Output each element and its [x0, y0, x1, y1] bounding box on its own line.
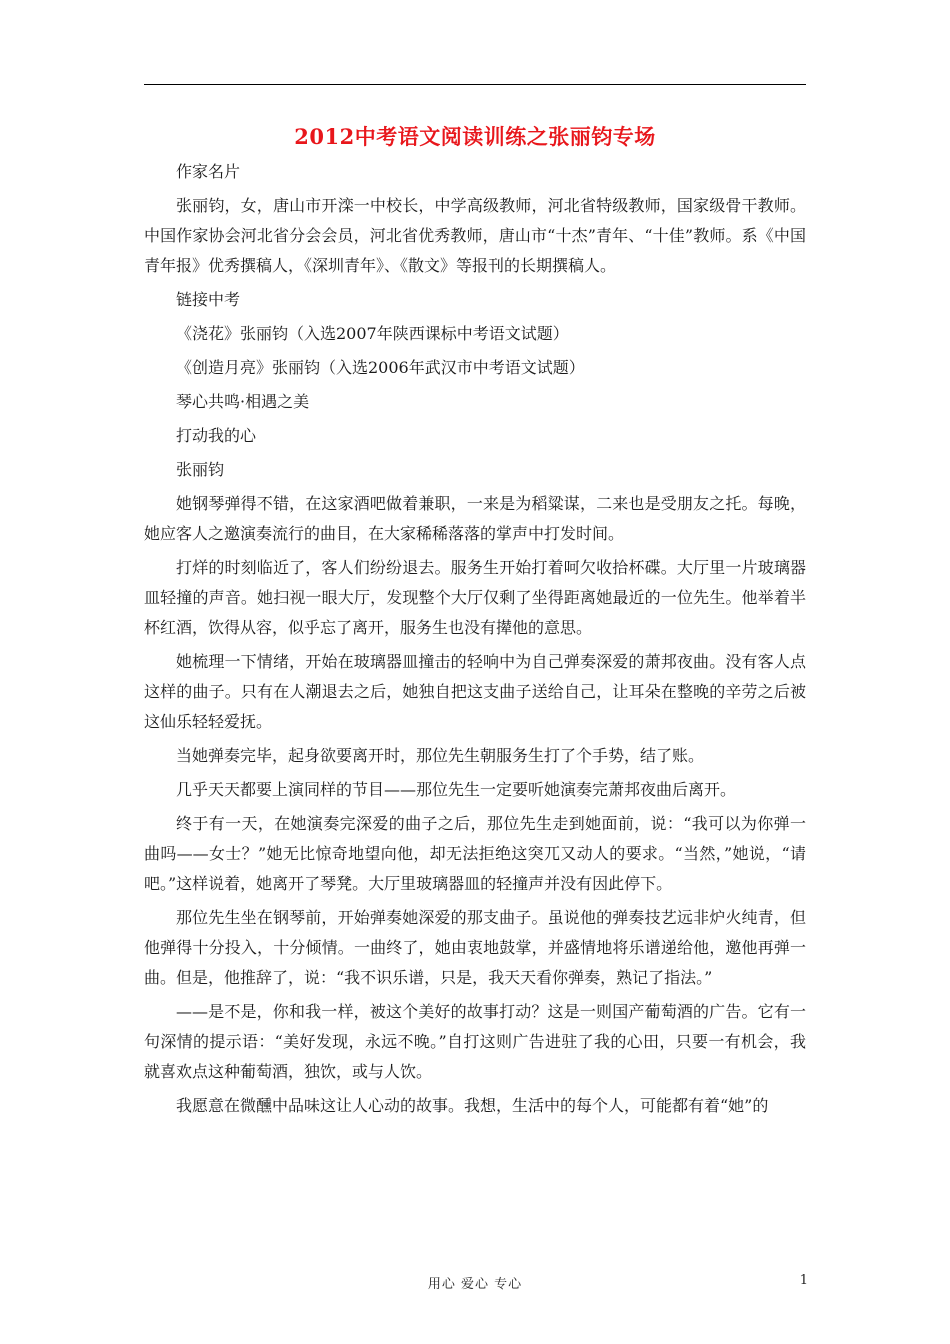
paragraph: 几乎天天都要上演同样的节目——那位先生一定要听她演奏完萧邦夜曲后离开。 — [176, 780, 737, 799]
document-title: 2012中考语文阅读训练之张丽钧专场 — [294, 124, 656, 149]
paragraph: 作家名片 — [176, 162, 241, 181]
paragraph: 我愿意在微醺中品味这让人心动的故事。我想，生活中的每个人，可能都有着“她”的 — [176, 1096, 769, 1115]
header-rule — [144, 84, 806, 85]
document-body — [144, 157, 806, 1125]
paragraph: ——是不是，你和我一样，被这个美好的故事打动？这是一则国产葡萄酒的广告。它有一句深情的提示语：“美好发现，永远不晚。”自打这则广告进驻了我的心田，只要一有机会，我就喜欢点这种葡萄酒，独饮，或与人饮。 — [144, 1002, 806, 1081]
page-number: 1 — [799, 1273, 808, 1288]
paragraph: 当她弹奏完毕，起身欲要离开时，那位先生朝服务生打了个手势，结了账。 — [176, 746, 705, 765]
paragraph: 终于有一天，在她演奏完深爱的曲子之后，那位先生走到她面前，说：“我可以为你弹一曲吗——女士？”她无比惊奇地望向他，却无法拒绝这突兀又动人的要求。“当然，”她说，“请吧。”这样说着，她离开了琴凳。大厅里玻璃器皿的轻撞声并没有因此停下。 — [144, 814, 806, 893]
paragraph: 她钢琴弹得不错，在这家酒吧做着兼职，一来是为稻粱谋，二来也是受朋友之托。每晚，她应客人之邀演奏流行的曲目，在大家稀稀落落的掌声中打发时间。 — [144, 494, 806, 543]
paragraph: 她梳理一下情绪，开始在玻璃器皿撞击的轻响中为自己弹奏深爱的萧邦夜曲。没有客人点这样的曲子。只有在人潮退去之后，她独自把这支曲子送给自己，让耳朵在整晚的辛劳之后被这仙乐轻轻爱抚。 — [144, 652, 806, 731]
paragraph: 那位先生坐在钢琴前，开始弹奏她深爱的那支曲子。虽说他的弹奏技艺远非炉火纯青，但他弹得十分投入，十分倾情。一曲终了，她由衷地鼓掌，并盛情地将乐谱递给他，邀他再弹一曲。但是，他推辞了，说：“我不识乐谱，只是，我天天看你弹奏，熟记了指法。” — [144, 908, 806, 987]
paragraph: 《创造月亮》张丽钧（入选2006年武汉市中考语文试题） — [176, 358, 585, 377]
paragraph: 《浇花》张丽钧（入选2007年陕西课标中考语文试题） — [176, 324, 569, 343]
paragraph: 张丽钧 — [176, 460, 225, 479]
paragraph: 打烊的时刻临近了，客人们纷纷退去。服务生开始打着呵欠收拾杯碟。大厅里一片玻璃器皿轻撞的声音。她扫视一眼大厅，发现整个大厅仅剩了坐得距离她最近的一位先生。他举着半杯红酒，饮得从容，似乎忘了离开，服务生也没有撵他的意思。 — [144, 558, 806, 637]
paragraph: 打动我的心 — [176, 426, 257, 445]
page-footer — [0, 1273, 950, 1297]
paragraph: 张丽钧，女，唐山市开滦一中校长，中学高级教师，河北省特级教师，国家级骨干教师。中国作家协会河北省分会会员，河北省优秀教师，唐山市“十杰”青年、“十佳”教师。系《中国青年报》优秀撰稿人，《深圳青年》、《散文》等报刊的长期撰稿人。 — [144, 196, 806, 275]
paragraph: 琴心共鸣·相遇之美 — [176, 392, 310, 411]
footer-motto: 用心 爱心 专心 — [427, 1277, 523, 1292]
paragraph: 链接中考 — [176, 290, 241, 309]
